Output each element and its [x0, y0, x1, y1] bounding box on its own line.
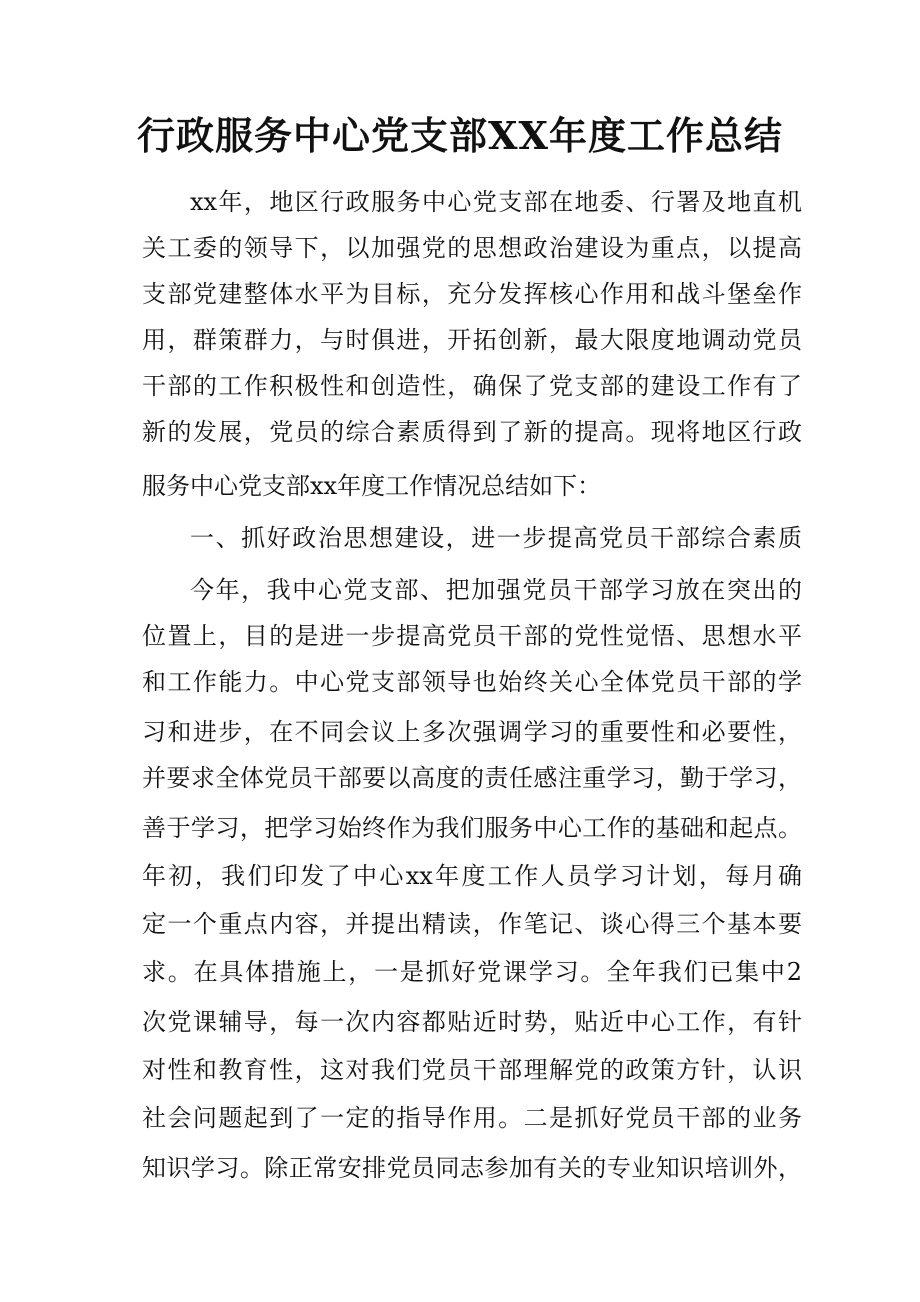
- section-heading: 一、抓好政治思想建设，进一步提高党员干部综合素质: [190, 524, 802, 552]
- paragraph-line: 服务中心党支部xx年度工作情况总结如下：: [142, 472, 602, 500]
- paragraph-line: 并要求全体党员干部要以高度的责任感注重学习，勤于学习，: [142, 764, 802, 792]
- paragraph-line: 和工作能力。中心党支部领导也始终关心全体党员干部的学: [142, 668, 802, 696]
- paragraph-line: xx年，地区行政服务中心党支部在地委、行署及地直机: [190, 188, 802, 216]
- paragraph-line: 对性和教育性，这对我们党员干部理解党的政策方针，认识: [142, 1056, 802, 1084]
- document-title: 行政服务中心党支部XX年度工作总结: [137, 113, 783, 158]
- paragraph-line: 干部的工作积极性和创造性，确保了党支部的建设工作有了: [142, 372, 802, 400]
- paragraph-line: 习和进步，在不同会议上多次强调学习的重要性和必要性，: [142, 718, 802, 746]
- paragraph-line: 用，群策群力，与时俱进，开拓创新，最大限度地调动党员: [142, 326, 802, 354]
- paragraph-line: 社会问题起到了一定的指导作用。二是抓好党员干部的业务: [142, 1104, 802, 1132]
- paragraph-line: 求。在具体措施上，一是抓好党课学习。全年我们已集中2: [142, 958, 802, 986]
- paragraph-line: 支部党建整体水平为目标，充分发挥核心作用和战斗堡垒作: [142, 280, 802, 308]
- paragraph-line: 关工委的领导下，以加强党的思想政治建设为重点，以提高: [142, 234, 802, 262]
- paragraph-line: 年初，我们印发了中心xx年度工作人员学习计划，每月确: [142, 862, 802, 890]
- paragraph-line: 次党课辅导，每一次内容都贴近时势，贴近中心工作，有针: [142, 1008, 802, 1036]
- paragraph-line: 定一个重点内容，并提出精读，作笔记、谈心得三个基本要: [142, 910, 802, 938]
- paragraph-line: 善于学习，把学习始终作为我们服务中心工作的基础和起点。: [142, 814, 802, 842]
- paragraph-line: 知识学习。除正常安排党员同志参加有关的专业知识培训外，: [142, 1154, 802, 1182]
- paragraph-line: 新的发展，党员的综合素质得到了新的提高。现将地区行政: [142, 418, 802, 446]
- paragraph-line: 位置上，目的是进一步提高党员干部的党性觉悟、思想水平: [142, 622, 802, 650]
- paragraph-line: 今年，我中心党支部、把加强党员干部学习放在突出的: [190, 576, 802, 604]
